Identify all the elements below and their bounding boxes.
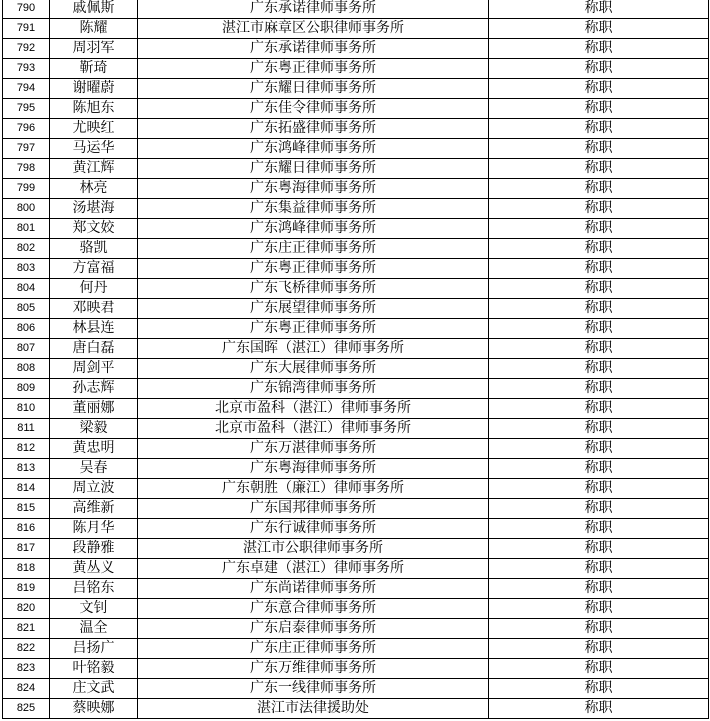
table-row [3,0,709,19]
row-number-cell[interactable]: 816 [3,519,50,539]
table-row [3,299,709,319]
table-row [3,699,709,719]
table-row [3,559,709,579]
law-firm-cell[interactable]: 广东粤海律师事务所 [138,179,489,199]
law-firm-cell[interactable]: 湛江市麻章区公职律师事务所 [138,19,489,39]
lawyer-name-cell[interactable]: 温全 [50,619,138,639]
table-row [3,259,709,279]
law-firm-cell[interactable]: 广东粤海律师事务所 [138,459,489,479]
lawyer-name-cell[interactable]: 陈旭东 [50,99,138,119]
table-row [3,439,709,459]
assessment-result-cell[interactable]: 称职 [489,79,709,99]
law-firm-cell[interactable]: 广东行诚律师事务所 [138,519,489,539]
row-number-cell[interactable]: 803 [3,259,50,279]
assessment-result-cell[interactable]: 称职 [489,179,709,199]
assessment-result-cell[interactable]: 称职 [489,379,709,399]
lawyer-name-cell[interactable]: 唐白磊 [50,339,138,359]
table-row [3,379,709,399]
row-number-cell[interactable]: 813 [3,459,50,479]
assessment-result-cell[interactable]: 称职 [489,539,709,559]
assessment-result-cell[interactable]: 称职 [489,39,709,59]
law-firm-cell[interactable]: 广东尚诺律师事务所 [138,579,489,599]
law-firm-cell[interactable]: 湛江市公职律师事务所 [138,539,489,559]
row-number-cell[interactable]: 793 [3,59,50,79]
law-firm-cell[interactable]: 广东大展律师事务所 [138,359,489,379]
table-row [3,619,709,639]
row-number-cell[interactable]: 808 [3,359,50,379]
lawyer-name-cell[interactable]: 邓映君 [50,299,138,319]
assessment-result-cell[interactable]: 称职 [489,619,709,639]
assessment-result-cell[interactable]: 称职 [489,339,709,359]
row-number-cell[interactable]: 796 [3,119,50,139]
row-number-cell[interactable]: 818 [3,559,50,579]
law-firm-cell[interactable]: 广东耀日律师事务所 [138,79,489,99]
lawyer-name-cell[interactable]: 周剑平 [50,359,138,379]
law-firm-cell[interactable]: 广东庄正律师事务所 [138,639,489,659]
assessment-result-cell[interactable]: 称职 [489,399,709,419]
table-row [3,119,709,139]
row-number-cell[interactable]: 799 [3,179,50,199]
row-number-cell[interactable]: 795 [3,99,50,119]
lawyer-name-cell[interactable]: 陈月华 [50,519,138,539]
law-firm-cell[interactable]: 广东朝胜（廉江）律师事务所 [138,479,489,499]
assessment-result-cell[interactable]: 称职 [489,99,709,119]
row-number-cell[interactable]: 823 [3,659,50,679]
table-row [3,499,709,519]
table-row [3,99,709,119]
assessment-result-cell[interactable]: 称职 [489,579,709,599]
table-row [3,679,709,699]
assessment-result-cell[interactable]: 称职 [489,139,709,159]
row-number-cell[interactable]: 806 [3,319,50,339]
law-firm-cell[interactable]: 广东佳令律师事务所 [138,99,489,119]
table-row [3,19,709,39]
law-firm-cell[interactable]: 广东粤正律师事务所 [138,59,489,79]
row-number-cell[interactable]: 802 [3,239,50,259]
row-number-cell[interactable]: 801 [3,219,50,239]
row-number-cell[interactable]: 807 [3,339,50,359]
row-number-cell[interactable]: 811 [3,419,50,439]
row-number-cell[interactable]: 794 [3,79,50,99]
lawyer-name-cell[interactable]: 文钊 [50,599,138,619]
lawyer-name-cell[interactable]: 谢曜蔚 [50,79,138,99]
law-firm-cell[interactable]: 广东万湛律师事务所 [138,439,489,459]
row-number-cell[interactable]: 817 [3,539,50,559]
assessment-result-cell[interactable]: 称职 [489,19,709,39]
row-number-cell[interactable]: 810 [3,399,50,419]
law-firm-cell[interactable]: 广东一线律师事务所 [138,679,489,699]
assessment-result-cell[interactable]: 称职 [489,559,709,579]
law-firm-cell[interactable]: 广东鸿峰律师事务所 [138,219,489,239]
row-number-cell[interactable]: 809 [3,379,50,399]
table-row [3,219,709,239]
law-firm-cell[interactable]: 广东拓盛律师事务所 [138,119,489,139]
assessment-result-cell[interactable]: 称职 [489,59,709,79]
row-number-cell[interactable]: 798 [3,159,50,179]
row-number-cell[interactable]: 822 [3,639,50,659]
assessment-result-cell[interactable]: 称职 [489,299,709,319]
law-firm-cell[interactable]: 北京市盈科（湛江）律师事务所 [138,399,489,419]
law-firm-cell[interactable]: 广东鸿峰律师事务所 [138,139,489,159]
lawyer-name-cell[interactable]: 周羽军 [50,39,138,59]
assessment-result-cell[interactable]: 称职 [489,459,709,479]
lawyer-name-cell[interactable]: 高维新 [50,499,138,519]
lawyer-name-cell[interactable]: 靳琦 [50,59,138,79]
law-firm-cell[interactable]: 广东锦湾律师事务所 [138,379,489,399]
law-firm-cell[interactable]: 广东承诺律师事务所 [138,0,489,19]
table-row [3,599,709,619]
row-number-cell[interactable]: 797 [3,139,50,159]
row-number-cell[interactable]: 815 [3,499,50,519]
assessment-result-cell[interactable]: 称职 [489,699,709,719]
lawyer-name-cell[interactable]: 尤映红 [50,119,138,139]
table-row [3,279,709,299]
row-number-cell[interactable]: 812 [3,439,50,459]
row-number-cell[interactable]: 814 [3,479,50,499]
lawyer-name-cell[interactable]: 孙志辉 [50,379,138,399]
assessment-result-cell[interactable]: 称职 [489,259,709,279]
law-firm-cell[interactable]: 广东粤正律师事务所 [138,259,489,279]
lawyer-name-cell[interactable]: 郑文姣 [50,219,138,239]
table-row [3,139,709,159]
assessment-result-cell[interactable]: 称职 [489,319,709,339]
assessment-result-cell[interactable]: 称职 [489,439,709,459]
law-firm-cell[interactable]: 广东粤正律师事务所 [138,319,489,339]
lawyer-name-cell[interactable]: 董丽娜 [50,399,138,419]
lawyer-name-cell[interactable]: 何丹 [50,279,138,299]
law-firm-cell[interactable]: 广东庄正律师事务所 [138,239,489,259]
law-firm-cell[interactable]: 北京市盈科（湛江）律师事务所 [138,419,489,439]
table-row [3,579,709,599]
table-row [3,199,709,219]
assessment-result-cell[interactable]: 称职 [489,659,709,679]
assessment-result-cell[interactable]: 称职 [489,119,709,139]
row-number-cell[interactable]: 820 [3,599,50,619]
table-row [3,639,709,659]
row-number-cell[interactable]: 791 [3,19,50,39]
lawyer-name-cell[interactable]: 梁毅 [50,419,138,439]
lawyer-name-cell[interactable]: 戚佩斯 [50,0,138,19]
row-number-cell[interactable]: 825 [3,699,50,719]
assessment-result-cell[interactable]: 称职 [489,519,709,539]
assessment-result-cell[interactable]: 称职 [489,239,709,259]
table-row [3,319,709,339]
row-number-cell[interactable]: 805 [3,299,50,319]
row-number-cell[interactable]: 821 [3,619,50,639]
table-row [3,179,709,199]
lawyer-name-cell[interactable]: 方富福 [50,259,138,279]
lawyer-name-cell[interactable]: 陈耀 [50,19,138,39]
law-firm-cell[interactable]: 广东飞桥律师事务所 [138,279,489,299]
table-body [3,0,709,719]
lawyer-name-cell[interactable]: 林县连 [50,319,138,339]
assessment-result-cell[interactable]: 称职 [489,499,709,519]
table-row [3,479,709,499]
law-firm-cell[interactable]: 广东集益律师事务所 [138,199,489,219]
lawyer-name-cell[interactable]: 骆凯 [50,239,138,259]
table-row [3,419,709,439]
table-row [3,459,709,479]
row-number-cell[interactable]: 790 [3,0,50,19]
table-row [3,339,709,359]
assessment-result-cell[interactable]: 称职 [489,159,709,179]
lawyer-name-cell[interactable]: 庄文武 [50,679,138,699]
law-firm-cell[interactable]: 广东卓建（湛江）律师事务所 [138,559,489,579]
lawyer-name-cell[interactable]: 蔡映娜 [50,699,138,719]
assessment-result-cell[interactable]: 称职 [489,479,709,499]
row-number-cell[interactable]: 804 [3,279,50,299]
law-firm-cell[interactable]: 广东展望律师事务所 [138,299,489,319]
lawyer-name-cell[interactable]: 叶铭毅 [50,659,138,679]
lawyer-name-cell[interactable]: 周立波 [50,479,138,499]
lawyer-name-cell[interactable]: 马运华 [50,139,138,159]
law-firm-cell[interactable]: 广东国晖（湛江）律师事务所 [138,339,489,359]
lawyer-name-cell[interactable]: 林亮 [50,179,138,199]
table-row [3,159,709,179]
law-firm-cell[interactable]: 广东承诺律师事务所 [138,39,489,59]
row-number-cell[interactable]: 800 [3,199,50,219]
assessment-result-cell[interactable]: 称职 [489,419,709,439]
lawyer-assessment-table [2,0,709,719]
table-row [3,39,709,59]
lawyer-name-cell[interactable]: 段静雅 [50,539,138,559]
assessment-result-cell[interactable]: 称职 [489,359,709,379]
assessment-result-cell[interactable]: 称职 [489,279,709,299]
assessment-result-cell[interactable]: 称职 [489,199,709,219]
law-firm-cell[interactable]: 广东意合律师事务所 [138,599,489,619]
law-firm-cell[interactable]: 湛江市法律援助处 [138,699,489,719]
lawyer-name-cell[interactable]: 黄忠明 [50,439,138,459]
lawyer-name-cell[interactable]: 吕铭东 [50,579,138,599]
law-firm-cell[interactable]: 广东耀日律师事务所 [138,159,489,179]
table-row [3,59,709,79]
lawyer-name-cell[interactable]: 黄丛义 [50,559,138,579]
table-row [3,239,709,259]
row-number-cell[interactable]: 824 [3,679,50,699]
lawyer-name-cell[interactable]: 吕扬广 [50,639,138,659]
assessment-result-cell[interactable]: 称职 [489,639,709,659]
table-row [3,359,709,379]
assessment-result-cell[interactable]: 称职 [489,679,709,699]
table-row [3,79,709,99]
law-firm-cell[interactable]: 广东万维律师事务所 [138,659,489,679]
row-number-cell[interactable]: 792 [3,39,50,59]
lawyer-name-cell[interactable]: 黄江辉 [50,159,138,179]
table-row [3,659,709,679]
table-row [3,539,709,559]
law-firm-cell[interactable]: 广东国邦律师事务所 [138,499,489,519]
assessment-result-cell[interactable]: 称职 [489,599,709,619]
table-row [3,399,709,419]
assessment-result-cell[interactable]: 称职 [489,0,709,19]
table-row [3,519,709,539]
row-number-cell[interactable]: 819 [3,579,50,599]
assessment-result-cell[interactable]: 称职 [489,219,709,239]
law-firm-cell[interactable]: 广东启泰律师事务所 [138,619,489,639]
lawyer-name-cell[interactable]: 汤堪海 [50,199,138,219]
lawyer-name-cell[interactable]: 吴春 [50,459,138,479]
